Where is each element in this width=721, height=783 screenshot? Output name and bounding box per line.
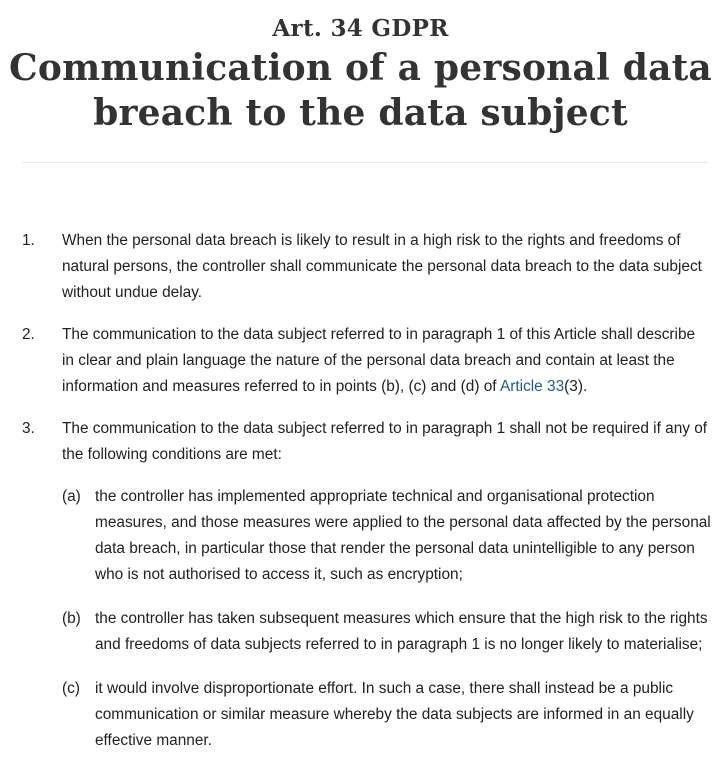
condition-list	[0, 484, 721, 754]
paragraph-1	[0, 228, 721, 306]
paragraph-text: The communication to the data subject referred to in paragraph 1 shall not be required if any of the following conditions are met:	[62, 420, 708, 463]
paragraph-text-after-link: (3).	[564, 378, 588, 395]
page-title	[0, 46, 721, 136]
paragraph-3	[0, 416, 721, 468]
paragraph-number: 1.	[22, 232, 35, 249]
article-header	[0, 0, 721, 136]
condition-text: it would involve disproportionate effort. In such a case, there shall instead be a public communication or similar measure whereby the data subjects are informed in an equally effective manner.	[95, 680, 694, 749]
condition-letter: (b)	[62, 610, 81, 627]
article-label: Art. 34 GDPR	[272, 15, 449, 42]
header-divider	[22, 162, 709, 163]
condition-item-b	[0, 606, 721, 658]
article-body	[0, 228, 721, 772]
paragraph-2	[0, 322, 721, 400]
paragraph-number: 2.	[22, 326, 35, 343]
paragraph-text	[62, 326, 695, 395]
condition-letter: (a)	[62, 488, 81, 505]
title-line-2: breach to the data subject	[93, 92, 628, 134]
condition-item-a	[0, 484, 721, 588]
condition-text: the controller has implemented appropriate technical and organisational protection measures, and those measures were applied to the personal data affected by the personal data breach, in particular those that render the personal data unintelligible to any person who is not authorised to access it, such as encryption;	[95, 488, 711, 583]
condition-letter: (c)	[62, 680, 80, 697]
condition-item-c	[0, 676, 721, 754]
paragraph-number: 3.	[22, 420, 35, 437]
paragraph-text: When the personal data breach is likely to result in a high risk to the rights and freedoms of natural persons, the controller shall communicate the personal data breach to the data subject without undue delay.	[62, 232, 702, 301]
article-33-link[interactable]: Article 33	[499, 378, 565, 395]
condition-text: the controller has taken subsequent measures which ensure that the high risk to the rights and freedoms of data subjects referred to in paragraph 1 is no longer likely to materialise;	[95, 610, 708, 653]
title-line-1: Communication of a personal data	[9, 47, 712, 89]
paragraph-text-before-link: The communication to the data subject referred to in paragraph 1 of this Article shall describe in clear and plain language the nature of the personal data breach and contain at least the information and measures referred to in points (b), (c) and (d) of	[62, 326, 696, 395]
